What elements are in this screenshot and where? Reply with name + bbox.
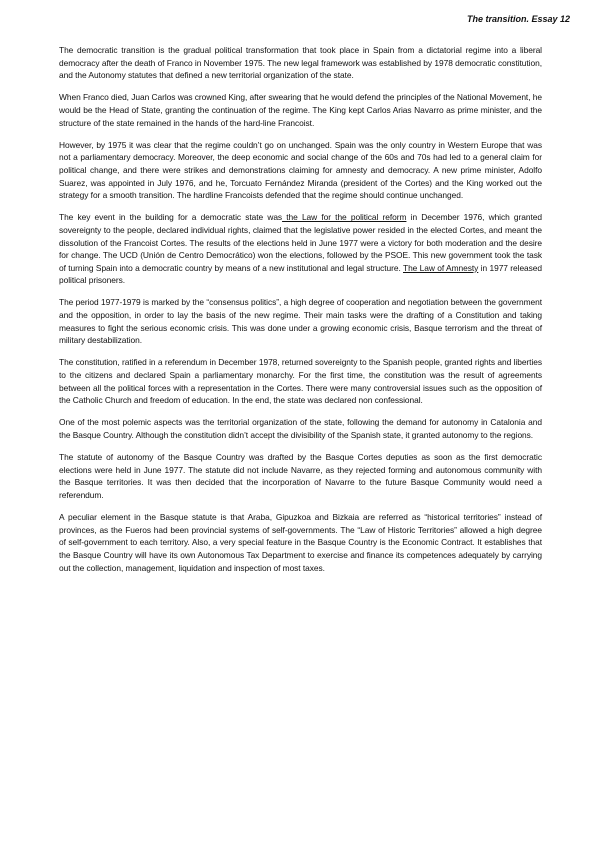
- law-political-reform-link: the Law for the political reform: [282, 212, 407, 223]
- political-reform-text-1: The key event in the building for a democratic state was: [59, 212, 283, 223]
- paragraph-franco-death: When Franco died, Juan Carlos was crowned King, after swearing that he would defend the principles of the National Movement, he would be the Head of State, granting the continuation of the regime. The King kept Carlos Arias Navarro as prime minister, and the structure of the state remained in the hands of the hard-line Francoist.: [59, 92, 542, 128]
- paragraph-territorial-organization: One of the most polemic aspects was the territorial organization of the state, following the demand for autonomy in Catalonia and the Basque Country. Although the constitution didn’t accept the divisibility of the Spanish state, it granted autonomy to the regions.: [59, 417, 542, 440]
- political-reform-text-2: in December 1976, which granted sovereignty to the people, declared individual rights, claimed that the legislative power resided in the elected Cortes, and meant the dissolution of the Francoist Cortes. The results of the elections held in June 1977 were a victory for both moderation and the desire for change. The UCD (Unión de Centro Democrático) won the elections, followed by the PSOE. This new government took the task of turning Spain into a democratic country by means of a new institutional and legal structure.: [59, 212, 542, 273]
- paragraph-basque-statute: The statute of autonomy of the Basque Country was drafted by the Basque Cortes deputies as soon as the first democratic elections were held in June 1977. The statute did not include Navarre, as they rejected forming and autonomous community with the Basque territories. It was then decided that the incorporation of Navarre to the future Basque Community would need a referendum.: [59, 452, 542, 500]
- paragraph-intro: The democratic transition is the gradual political transformation that took place in Spain from a dictatorial regime into a liberal democracy after the death of Franco in November 1975. The new legal framework was established by 1978 democratic constitution, and the Autonomy statutes that defined a new territorial organization of the state.: [59, 45, 542, 81]
- page-header: The transition. Essay 12: [466, 14, 570, 24]
- paragraph-political-reform: [59, 211, 542, 287]
- political-reform-text-3: in 1977 released political prisoners.: [59, 262, 543, 286]
- paragraph-consensus-politics: The period 1977-1979 is marked by the “consensus politics”, a high degree of cooperation and negotiation between the government and the opposition, in order to lay the basis of the new regime. Their main tasks were the drafting of a Constitution and taking measures to fight the serious economic crisis. This was done under a growing economic crisis, Basque terrorism and the threat of military destabilization.: [59, 297, 542, 346]
- paragraph-regime-change: However, by 1975 it was clear that the regime couldn’t go on unchanged. Spain was the only country in Western Europe that was not a parliamentary democracy. Moreover, the deep economic and social change of the 60s and 70s had led to a general claim for political change, and there were strikes and demonstrations claiming for amnesty and democracy. A new prime minister, Adolfo Suarez, was appointed in July 1976, and he, Torcuato Fernández Miranda (president of the Cortes) and the King worked out the strategy for a smooth transition. The hardline Francoists defended that the regime should continue unchanged.: [59, 139, 542, 201]
- essay-body: [59, 44, 542, 584]
- paragraph-historical-territories: A peculiar element in the Basque statute is that Araba, Gipuzkoa and Bizkaia are referred as “historical territories” instead of provinces, as the Fueros had been provincial systems of self-governments. The “Law of Historic Territories” allowed a high degree of self-government to each territory. Also, a very special feature in the Basque Country is the Economic Contract. It establishes that the Basque Country will have its own Autonomous Tax Department to exercise and finance its competences adequately by carrying out the collection, management, liquidation and inspection of most taxes.: [59, 512, 542, 573]
- law-of-amnesty-link: The Law of Amnesty: [403, 262, 479, 273]
- paragraph-constitution: The constitution, ratified in a referendum in December 1978, returned sovereignty to the Spanish people, granted rights and liberties to the citizens and declared Spain a parliamentary monarchy. For the first time, the constitution was the result of agreements between all the political forces with a representation in the Cortes. There were many controversial issues such as the opposition of the Catholic Church and freedom of education. In the end, the state was declared non confessional.: [59, 357, 542, 406]
